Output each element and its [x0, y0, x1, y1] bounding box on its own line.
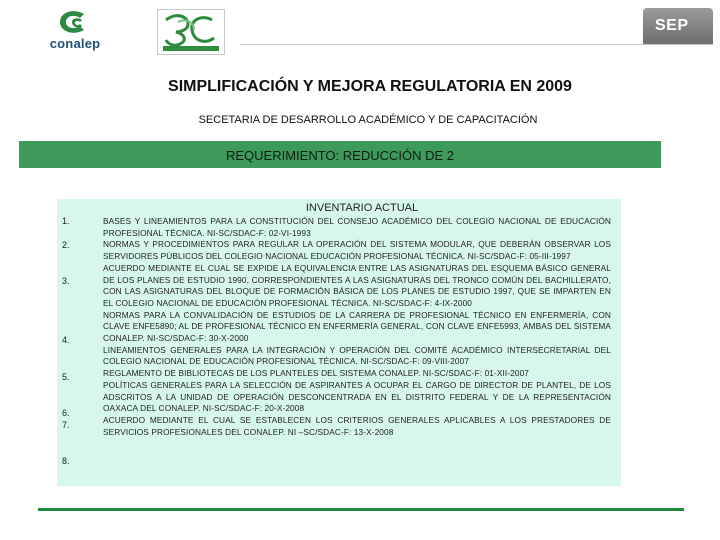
footer-divider: [38, 508, 684, 511]
certification-emblem-icon: [158, 10, 224, 54]
inventory-panel: [57, 199, 621, 486]
list-item: NORMAS Y PROCEDIMIENTOS PARA REGULAR LA OPERACIÓN DEL SISTEMA MODULAR, QUE DEBERÁN OBSERVAR LOS SERVIDORES PÚBLICOS DEL COLEGIO NACIONAL EDUCACIÓN PROFESIONAL TÉCNICA. NI-SC/SDAC-F: 05-III-1997: [103, 239, 611, 262]
item-number: 6.: [62, 408, 70, 418]
list-item: POLÍTICAS GENERALES PARA LA SELECCIÓN DE ASPIRANTES A OCUPAR EL CARGO DE DIRECTOR DE PLANTEL, DE LOS ADSCRITOS A LA UNIDAD DE OPERACIÓN DESCONCENTRADA EN EL DISTRITO FEDERAL Y DE LA REPRESENTACIÓN OAXACA DEL CONALEP. NI-SC/SDAC-F: 20-X-2008: [103, 379, 611, 414]
sep-logo: [643, 8, 713, 44]
item-number: 7.: [62, 420, 70, 430]
item-number: 3.: [62, 276, 70, 286]
list-item: REGLAMENTO DE BIBLIOTECAS DE LOS PLANTELES DEL SISTEMA CONALEP. NI-SC/SDAC-F: 01-XII-2007: [103, 368, 530, 379]
list-item: LINEAMIENTOS GENERALES PARA LA INTEGRACIÓN Y OPERACIÓN DEL COMITÉ ACADÉMICO INTERSECRETARIAL DEL COLEGIO NACIONAL DE EDUCACIÓN PROFESIONAL TÉCNICA. NI-SC/SDAC-F: 09-VIII-2007: [103, 344, 611, 367]
page-subtitle: SECETARIA DE DESARROLLO ACADÉMICO Y DE CAPACITACIÓN: [198, 114, 538, 126]
item-number: 8.: [62, 456, 70, 466]
conalep-wordmark: conalep: [49, 36, 101, 51]
conalep-emblem-icon: [54, 8, 94, 36]
list-item: BASES Y LINEAMIENTOS PARA LA CONSTITUCIÓN DEL CONSEJO ACADÉMICO DEL COLEGIO NACIONAL DE EDUCACIÓN PROFESIONAL TÉCNICA. NI-SC/SDAC-F: 02-VI-1993: [103, 216, 611, 238]
item-number: 2.: [62, 240, 70, 250]
list-item: NORMAS PARA LA CONVALIDACIÓN DE ESTUDIOS DE LA CARRERA DE PROFESIONAL TÉCNICO EN ENFERMERÍA, CON CLAVE ENFE5890; AL DE PROFESIONAL TÉCNICO EN ENFERMERÍA GENERAL, CON CLAVE ENFE5993, AMBAS DEL SISTEMA CONALEP. NI-SC/SDAC-F: 30-X-2000: [103, 309, 611, 344]
inventory-title: INVENTARIO ACTUAL: [305, 202, 419, 214]
sep-label: SEP: [655, 17, 689, 34]
page-title: SIMPLIFICACIÓN Y MEJORA REGULATORIA EN 2009: [168, 78, 572, 95]
list-item: ACUERDO MEDIANTE EL CUAL SE ESTABLECEN LOS CRITERIOS GENERALES APLICABLES A LOS PRESTADORES DE SERVICIOS PROFESIONALES DEL CONALEP. NI –SC/SDAC-F: 13-X-2008: [103, 414, 611, 437]
item-number: 4.: [62, 335, 70, 345]
requirement-text: REQUERIMIENTO: REDUCCIÓN DE 2: [225, 148, 454, 163]
header-divider: [240, 44, 713, 45]
item-number: 1.: [62, 216, 70, 226]
item-number: 5.: [62, 372, 70, 382]
inventory-list: [103, 216, 611, 438]
certification-logo: [157, 9, 225, 55]
conalep-logo: [40, 8, 110, 52]
requirement-bar: [19, 141, 661, 168]
list-item: ACUERDO MEDIANTE EL CUAL SE EXPIDE LA EQUIVALENCIA ENTRE LAS ASIGNATURAS DEL ESQUEMA BÁSICO GENERAL DE LOS PLANES DE ESTUDIO 1990, CORRESPONDIENTES A LAS ASIGNATURAS DEL TRONCO COMÚN DEL BACHILLERATO, CON LAS ASIGNATURAS DEL BLOQUE DE FORMACIÓN BÁSICA DE LOS PLANES DE ESTUDIO 1997, QUE SE IMPARTEN EN EL COLEGIO NACIONAL DE EDUCACIÓN PROFESIONAL TÉCNICA. NI-SC/SDAC-F: 4-IX-2000: [103, 262, 611, 308]
